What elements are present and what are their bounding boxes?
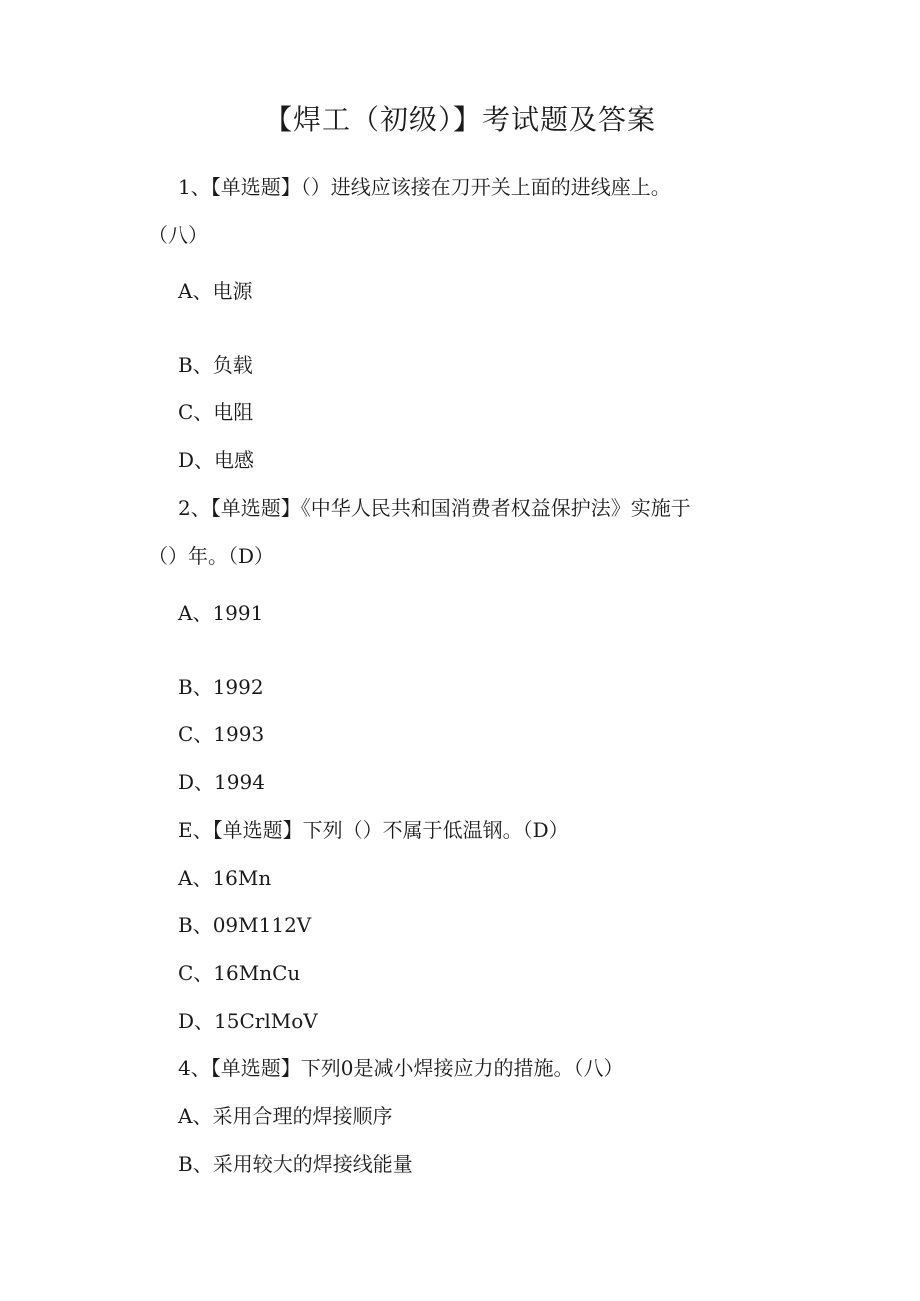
question-1-stem: 1、【单选题】（）进线应该接在刀开关上面的进线座上。: [178, 175, 671, 199]
question-2-option-c: C、1993: [178, 722, 265, 746]
question-4-option-b: B、采用较大的焊接线能量: [178, 1152, 413, 1176]
question-4-option-a: A、采用合理的焊接顺序: [178, 1104, 393, 1128]
question-3-stem: E、【单选题】下列（）不属于低温钢。（D）: [178, 818, 569, 842]
question-1-option-b: B、负载: [178, 353, 253, 377]
question-1-option-a: A、电源: [178, 279, 253, 303]
question-3-option-d: D、15CrlMoV: [178, 1009, 318, 1033]
question-2-option-b: B、1992: [178, 675, 264, 699]
question-3-option-c: C、16MnCu: [178, 961, 301, 985]
question-2-option-a: A、1991: [178, 601, 264, 625]
question-3-option-a: A、16Mn: [178, 866, 272, 890]
question-1-option-c: C、电阻: [178, 400, 254, 424]
question-4-stem: 4、【单选题】下列0是减小焊接应力的措施。（八）: [178, 1056, 624, 1080]
question-2-option-d: D、1994: [178, 770, 265, 794]
question-2-stem-continued: （）年。（D）: [148, 544, 275, 568]
question-1-stem-continued: （八）: [148, 223, 208, 247]
question-3-option-b: B、09M112V: [178, 913, 312, 937]
question-1-option-d: D、电感: [178, 448, 255, 472]
document-title: 【焊工（初级）】考试题及答案: [263, 103, 656, 136]
question-2-stem: 2、【单选题】《中华人民共和国消费者权益保护法》实施于: [178, 496, 691, 520]
